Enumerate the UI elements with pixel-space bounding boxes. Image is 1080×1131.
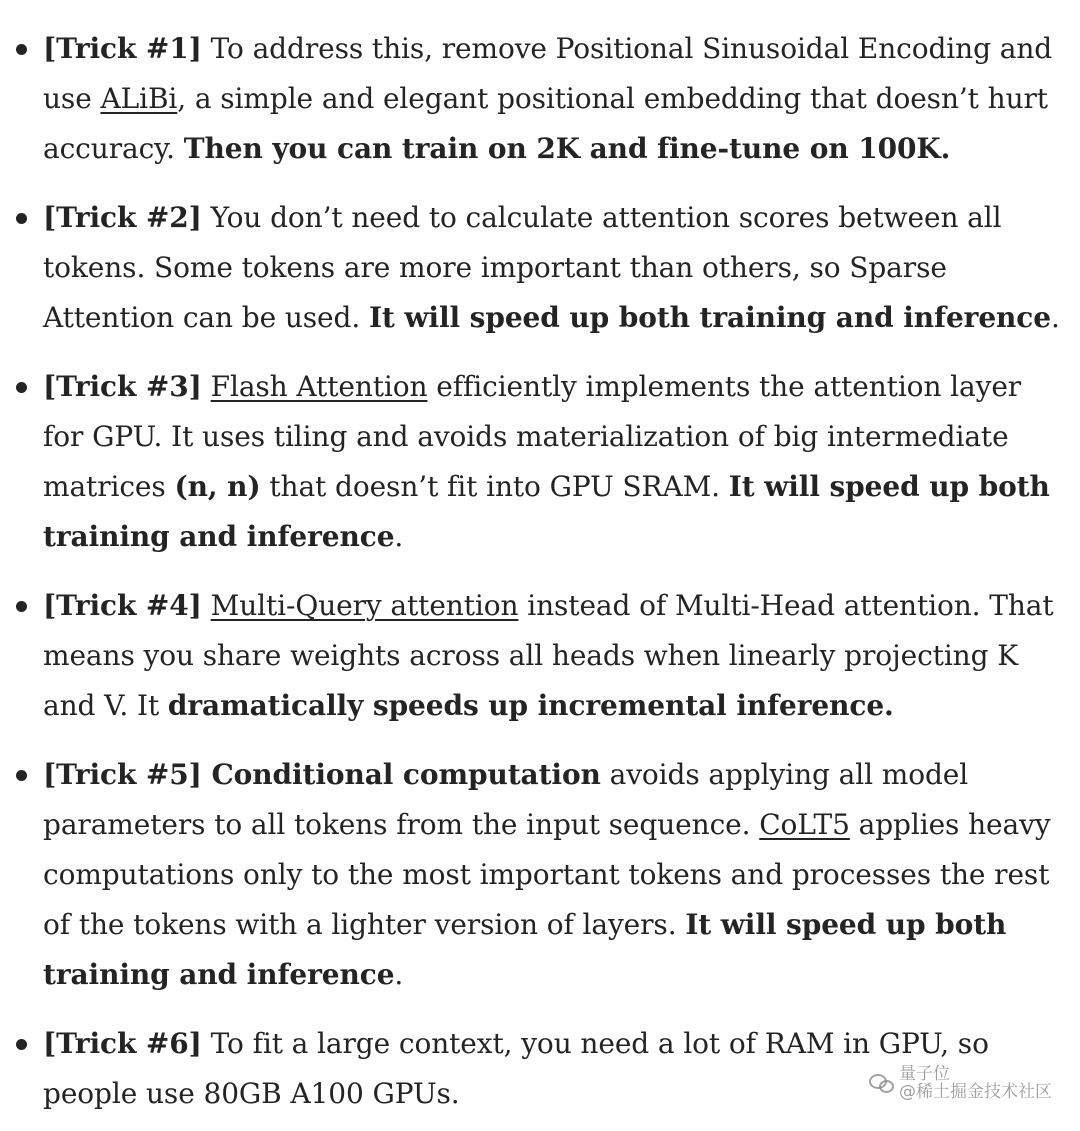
trick-3-text: (n, n) bbox=[174, 470, 261, 503]
trick-5-text: avoids applying all model parameters to all tokens from the input sequence. bbox=[43, 758, 969, 841]
trick-item-3 bbox=[43, 362, 1060, 562]
trick-2-text: [Trick #2] bbox=[43, 201, 202, 234]
trick-item-4 bbox=[43, 581, 1060, 731]
trick-3-text: . bbox=[394, 520, 404, 553]
trick-2-text: You don’t need to calculate attention scores between all tokens. Some tokens are more important than others, so Sparse Attention can be used. bbox=[43, 201, 1002, 334]
trick-4-text bbox=[202, 589, 211, 622]
trick-item-2 bbox=[43, 193, 1060, 343]
trick-item-5 bbox=[43, 750, 1060, 1000]
trick-5-text: applies heavy computations only to the most important tokens and processes the rest of the tokens with a lighter version of layers. bbox=[43, 808, 1051, 941]
trick-1-text: , a simple and elegant positional embedding that doesn’t hurt accuracy. bbox=[43, 82, 1048, 165]
trick-4-text: [Trick #4] bbox=[43, 589, 202, 622]
trick-4-text: instead of Multi-Head attention. That means you share weights across all heads when linearly projecting K and V. It bbox=[43, 589, 1054, 722]
trick-4-text: dramatically speeds up incremental inference. bbox=[167, 689, 894, 722]
trick-1-text: To address this, remove Positional Sinusoidal Encoding and use bbox=[43, 32, 1053, 115]
trick-item-1 bbox=[43, 24, 1060, 174]
trick-3-text bbox=[202, 370, 211, 403]
trick-3-link[interactable]: Flash Attention bbox=[210, 370, 428, 403]
trick-6-text: [Trick #6] bbox=[43, 1027, 202, 1060]
trick-3-text: that doesn’t fit into GPU SRAM. bbox=[260, 470, 729, 503]
trick-5-text: It will speed up both training and inference bbox=[43, 908, 1007, 991]
watermark-community: @稀土掘金技术社区 bbox=[899, 1082, 1052, 1102]
trick-5-text: [Trick #5] Conditional computation bbox=[43, 758, 601, 791]
trick-1-link[interactable]: ALiBi bbox=[100, 82, 178, 115]
trick-2-text: It will speed up both training and inference bbox=[368, 301, 1051, 334]
trick-1-text: [Trick #1] bbox=[43, 32, 202, 65]
watermark bbox=[869, 1065, 1052, 1101]
trick-3-text: It will speed up both training and inference bbox=[43, 470, 1050, 553]
trick-5-text: . bbox=[394, 958, 404, 991]
trick-4-link[interactable]: Multi-Query attention bbox=[210, 589, 519, 622]
trick-5-link[interactable]: CoLT5 bbox=[759, 808, 850, 841]
watermark-brand: 量子位 bbox=[899, 1064, 950, 1084]
trick-3-text: efficiently implements the attention layer for GPU. It uses tiling and avoids materialization of big intermediate matrices bbox=[43, 370, 1022, 503]
trick-2-text: . bbox=[1050, 301, 1060, 334]
wechat-icon bbox=[869, 1074, 893, 1092]
trick-3-text: [Trick #3] bbox=[43, 370, 202, 403]
trick-1-text: Then you can train on 2K and fine-tune on 100K. bbox=[183, 132, 951, 165]
trick-6-text: To fit a large context, you need a lot of RAM in GPU, so people use 80GB A100 GPUs. bbox=[43, 1027, 989, 1110]
